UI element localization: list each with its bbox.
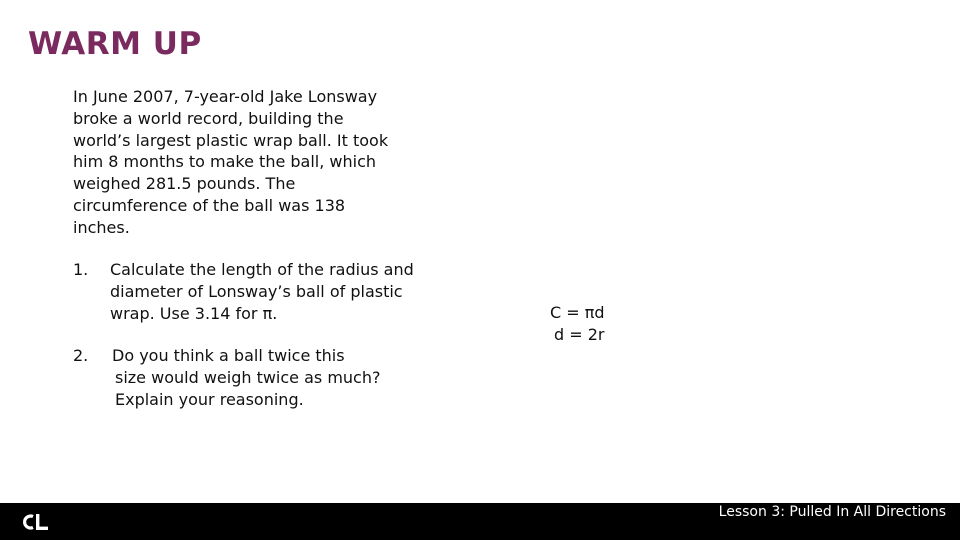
question-line: diameter of Lonsway’s ball of plastic: [110, 281, 403, 301]
footer-bar: [0, 503, 960, 540]
slide-title: WARM UP: [28, 26, 202, 62]
lesson-title: Lesson 3: Pulled In All Directions: [718, 504, 946, 520]
question-number: 2.: [73, 346, 89, 365]
question-line: size would weigh twice as much?: [115, 367, 381, 387]
diameter-formula: d = 2r: [554, 324, 605, 344]
problem-body: [73, 86, 473, 239]
question-text: [112, 345, 380, 410]
circumference-formula: C = πd: [550, 303, 605, 322]
cl-logo-icon: [20, 512, 50, 532]
question-line: Explain your reasoning.: [115, 389, 304, 409]
question-line: Do you think a ball twice this: [112, 346, 345, 365]
formula-box: [550, 302, 605, 346]
intro-paragraph: In June 2007, 7-year-old Jake Lonsway broke a world record, building the world’s largest plastic wrap ball. It took him 8 months to make the ball, which weighed 281.5 pounds. The circumference of the ball was 138 inches.: [73, 87, 389, 237]
question-line: wrap. Use 3.14 for π.: [110, 303, 278, 323]
question-number: 1.: [73, 260, 89, 279]
question-line: Calculate the length of the radius and: [110, 260, 414, 279]
question-text: [110, 259, 414, 324]
